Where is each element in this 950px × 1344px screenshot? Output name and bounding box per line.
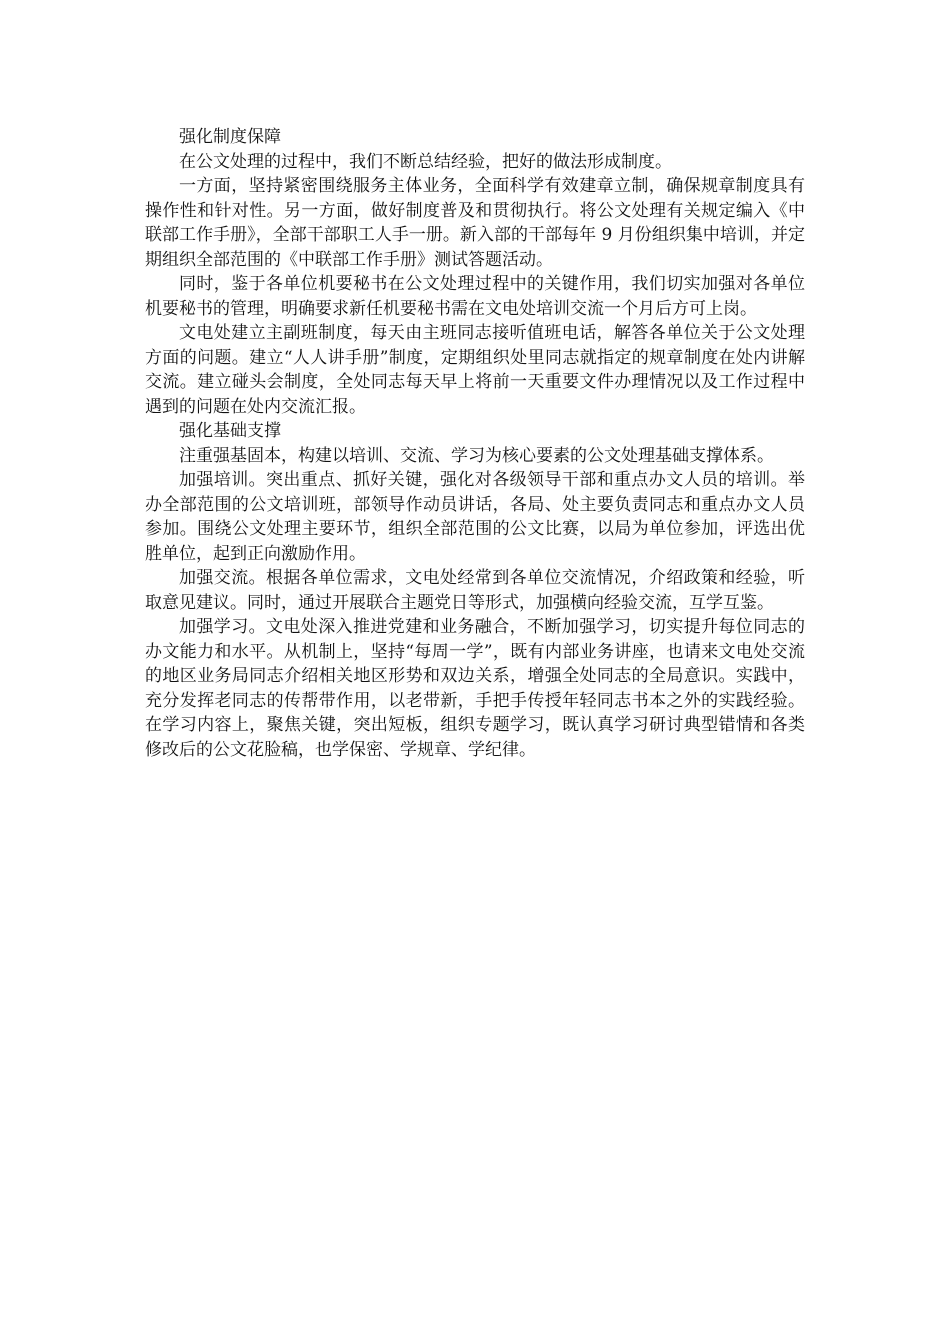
section-heading-institutional: 强化制度保障 xyxy=(179,127,281,147)
paragraph: 一方面，坚持紧密围绕服务主体业务，全面科学有效建章立制，确保规章制度具有操作性和针对性。另一方面，做好制度普及和贯彻执行。将公文处理有关规定编入《中联部工作手册》，全部干部职工人手一册。新入部的干部每年 9 月份组织集中培训，并定期组织全部范围的《中联部工作手册》测试答题活动。 xyxy=(145,176,805,270)
paragraph: 在公文处理的过程中，我们不断总结经验，把好的做法形成制度。 xyxy=(179,151,672,172)
section-heading-foundation: 强化基础支撑 xyxy=(179,421,281,441)
paragraph: 加强学习。文电处深入推进党建和业务融合，不断加强学习，切实提升每位同志的办文能力和水平。从机制上，坚持“每周一学”，既有内部业务讲座，也请来文电处交流的地区业务局同志介绍相关地区形势和双边关系，增强全处同志的全局意识。实践中，充分发挥老同志的传帮带作用，以老带新，手把手传授年轻同志书本之外的实践经验。在学习内容上，聚焦关键，突出短板，组织专题学习，既认真学习研讨典型错情和各类修改后的公文花脸稿，也学保密、学规章、学纪律。 xyxy=(145,617,805,760)
document-body xyxy=(145,125,805,762)
paragraph: 加强交流。根据各单位需求，文电处经常到各单位交流情况，介绍政策和经验，听取意见建议。同时，通过开展联合主题党日等形式，加强横向经验交流，互学互鉴。 xyxy=(145,568,805,613)
paragraph: 注重强基固本，构建以培训、交流、学习为核心要素的公文处理基础支撑体系。 xyxy=(179,445,774,466)
paragraph: 文电处建立主副班制度，每天由主班同志接听值班电话，解答各单位关于公文处理方面的问题。建立“人人讲手册”制度，定期组织处里同志就指定的规章制度在处内讲解交流。建立碰头会制度，全处同志每天早上将前一天重要文件办理情况以及工作过程中遇到的问题在处内交流汇报。 xyxy=(145,323,805,417)
paragraph: 同时，鉴于各单位机要秘书在公文处理过程中的关键作用，我们切实加强对各单位机要秘书的管理，明确要求新任机要秘书需在文电处培训交流一个月后方可上岗。 xyxy=(145,274,805,319)
paragraph: 加强培训。突出重点、抓好关键，强化对各级领导干部和重点办文人员的培训。举办全部范围的公文培训班，部领导作动员讲话，各局、处主要负责同志和重点办文人员参加。围绕公文处理主要环节，组织全部范围的公文比赛，以局为单位参加，评选出优胜单位，起到正向激励作用。 xyxy=(145,470,805,564)
